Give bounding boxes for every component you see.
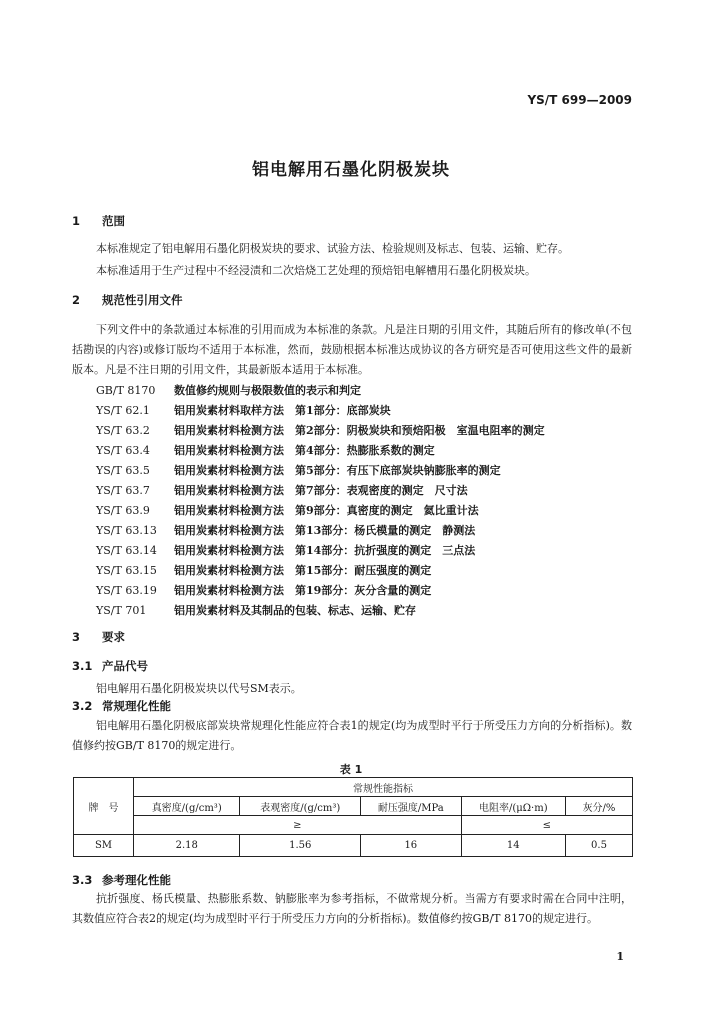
- document-code: YS/T 699—2009: [527, 93, 632, 107]
- reference-title: 铝用炭素材料检测方法 第4部分：热膨胀系数的测定: [174, 444, 435, 457]
- reference-code: YS/T 63.7: [96, 484, 150, 497]
- reference-title: 铝用炭素材料检测方法 第5部分：有压下底部炭块钠膨胀率的测定: [174, 464, 501, 477]
- reference-code: YS/T 63.2: [96, 424, 150, 437]
- table-cell: 2.18: [134, 835, 240, 857]
- section-title: 规范性引用文件: [102, 293, 183, 307]
- scope-paragraph-2: 本标准适用于生产过程中不经浸渍和二次焙烧工艺处理的预焙铝电解槽用石墨化阴极炭块。: [96, 264, 536, 277]
- brand-column-header: 牌 号: [74, 778, 134, 835]
- reference-code: YS/T 63.19: [96, 584, 157, 597]
- section-title: 要求: [102, 630, 125, 644]
- reference-item: [96, 581, 636, 601]
- table-cell: 16: [361, 835, 462, 857]
- reference-code: YS/T 63.4: [96, 444, 150, 457]
- reference-title: 铝用炭素材料检测方法 第14部分：抗折强度的测定 三点法: [174, 544, 476, 557]
- reference-code: GB/T 8170: [96, 384, 156, 397]
- reference-item: [96, 541, 636, 561]
- reference-item: [96, 601, 636, 621]
- reference-item: [96, 521, 636, 541]
- scope-paragraph-1: 本标准规定了铝电解用石墨化阴极炭块的要求、试验方法、检验规则及标志、包装、运输、贮存。: [96, 242, 569, 255]
- limit-ge: ≥: [134, 816, 462, 835]
- reference-item: [96, 461, 636, 481]
- reference-title: 铝用炭素材料检测方法 第15部分：耐压强度的测定: [174, 564, 432, 577]
- reference-properties-paragraph: 抗折强度、杨氏模量、热膨胀系数、钠膨胀率为参考指标，不做常规分析。当需方有要求时需在合同中注明，其数值应符合表2的规定(均为成型时平行于所受压力方向的分析指标)。数值修约按GB/T 8170的规定进行。: [72, 892, 632, 925]
- section-2-heading: [72, 292, 183, 308]
- section-3-1-heading: [72, 658, 148, 674]
- reference-item: [96, 401, 636, 421]
- table-limit-row: [74, 816, 633, 835]
- table-cell: 14: [461, 835, 565, 857]
- reference-title: 铝用炭素材料及其制品的包装、标志、运输、贮存: [174, 604, 416, 617]
- reference-title: 铝用炭素材料检测方法 第9部分：真密度的测定 氦比重计法: [174, 504, 479, 517]
- section-number: 3: [72, 630, 81, 644]
- reference-item: [96, 561, 636, 581]
- section-title: 产品代号: [102, 659, 148, 673]
- references-intro: 下列文件中的条款通过本标准的引用而成为本标准的条款。凡是注日期的引用文件，其随后所有的修改单(不包括勘误的内容)或修订版均不适用于本标准，然而，鼓励根据本标准达成协议的各方研究是否可使用这些文件的最新版本。凡是不注日期的引用文件，其最新版本适用于本标准。: [72, 323, 632, 376]
- column-header: 真密度/(g/cm³): [134, 797, 240, 816]
- reference-code: YS/T 63.13: [96, 524, 157, 537]
- section-number: 1: [72, 214, 81, 228]
- section-3-2-heading: [72, 698, 171, 714]
- page-title: 铝电解用石墨化阴极炭块: [252, 160, 450, 180]
- section-title: 参考理化性能: [102, 873, 171, 887]
- section-number: 3.2: [72, 699, 93, 713]
- limit-le: ≤: [461, 816, 632, 835]
- reference-title: 铝用炭素材料取样方法 第1部分：底部炭块: [174, 404, 391, 417]
- reference-item: [96, 421, 636, 441]
- section-title: 常规理化性能: [102, 699, 171, 713]
- reference-code: YS/T 62.1: [96, 404, 150, 417]
- table-row: [74, 835, 633, 857]
- page-number: 1: [616, 950, 624, 963]
- reference-title: 铝用炭素材料检测方法 第19部分：灰分含量的测定: [174, 584, 432, 597]
- product-code-paragraph: 铝电解用石墨化阴极炭块以代号SM表示。: [96, 682, 302, 695]
- table-header-row: [74, 797, 633, 816]
- section-1-heading: [72, 213, 125, 229]
- section-title: 范围: [102, 214, 125, 228]
- table-caption: 表 1: [339, 763, 363, 776]
- table-cell-brand: SM: [74, 835, 134, 857]
- reference-title: 铝用炭素材料检测方法 第13部分：杨氏模量的测定 静测法: [174, 524, 476, 537]
- reference-title: 铝用炭素材料检测方法 第2部分：阴极炭块和预焙阳极 室温电阻率的测定: [174, 424, 545, 437]
- reference-list: [96, 381, 636, 621]
- reference-item: [96, 381, 636, 401]
- section-3-3-heading: [72, 872, 171, 888]
- column-header: 灰分/%: [566, 797, 633, 816]
- reference-code: YS/T 63.15: [96, 564, 157, 577]
- properties-paragraph: 铝电解用石墨化阴极底部炭块常规理化性能应符合表1的规定(均为成型时平行于所受压力方向的分析指标)。数值修约按GB/T 8170的规定进行。: [72, 719, 632, 752]
- reference-item: [96, 481, 636, 501]
- table-cell: 1.56: [240, 835, 361, 857]
- reference-title: 数值修约规则与极限数值的表示和判定: [174, 384, 361, 397]
- column-header: 电阻率/(μΩ·m): [461, 797, 565, 816]
- section-number: 3.3: [72, 873, 93, 887]
- properties-table: [73, 777, 633, 857]
- group-header: 常规性能指标: [134, 778, 633, 797]
- section-3-heading: [72, 629, 125, 645]
- section-number: 3.1: [72, 659, 93, 673]
- reference-code: YS/T 701: [96, 604, 147, 617]
- table-cell: 0.5: [566, 835, 633, 857]
- section-number: 2: [72, 293, 81, 307]
- column-header: 耐压强度/MPa: [361, 797, 462, 816]
- table-header-row: [74, 778, 633, 797]
- reference-code: YS/T 63.9: [96, 504, 150, 517]
- reference-code: YS/T 63.5: [96, 464, 150, 477]
- reference-title: 铝用炭素材料检测方法 第7部分：表观密度的测定 尺寸法: [174, 484, 468, 497]
- column-header: 表观密度/(g/cm³): [240, 797, 361, 816]
- reference-code: YS/T 63.14: [96, 544, 157, 557]
- reference-item: [96, 441, 636, 461]
- reference-item: [96, 501, 636, 521]
